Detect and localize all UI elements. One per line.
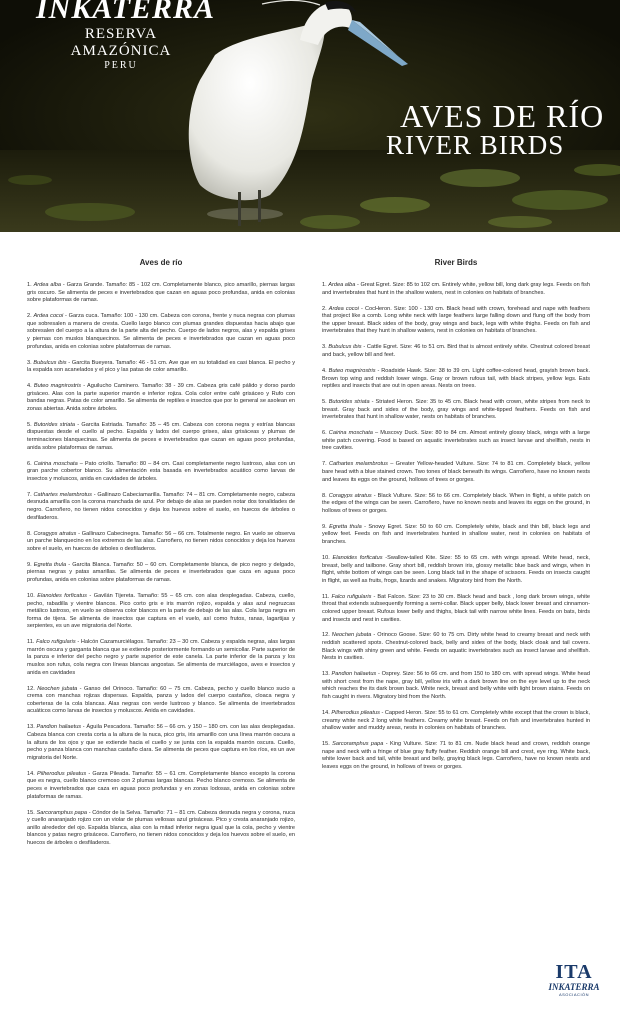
entry-number: 5. xyxy=(27,421,32,428)
entry-description: - Roadside Hawk. Size: 38 to 39 cm. Light coffee-colored head, grayish brown back. Brown top wing and reddish lower wings. Gray or brown rufous tail, with black stripes, yellow legs. Eats reptiles and insects that are out in open areas. Nests on trees. xyxy=(322,367,591,390)
entry-number: 2. xyxy=(322,305,327,312)
entry-description: - Garcita Estriada. Tamaño: 35 – 45 cm. Cabeza con corona negra y estrías blancas dispuestas desde el cuello al pecho. Espalda y lados del cuerpo grises, alas grisáceas y plumas de terminaciones blanquecinas. Se alimenta de peces e invertebrados que cazan en aguas poco profundas, anida sobre plataformas de ramas. xyxy=(27,421,295,451)
scientific-name: Buteo magnirostris xyxy=(328,367,376,374)
bird-entry xyxy=(27,492,295,522)
entry-number: 9. xyxy=(322,523,327,530)
entry-number: 10. xyxy=(322,554,330,561)
entry-description: - Gavilán Tijereta. Tamaño: 55 – 65 cm. con alas desplegadas. Cabeza, cuello, pecho, rabadilla y vientre blancos. Pico corto gris e iris marrón rojizo, espalda y alas azul negruzcas metálico lustroso, en vuelo se observa color blancos en la parte de debajo de las alas. Cola larga negra en forma de tijera. Se alimenta de insectos que captura en el vuelo, así como frutos, ranas, lagartijas y serpientes, es un ave migratoria del Norte. xyxy=(27,592,295,630)
spanish-entries xyxy=(27,282,295,848)
entry-number: 12. xyxy=(27,685,35,692)
entry-number: 12. xyxy=(322,632,330,639)
entry-description: - Halcón Cazamurciélagos. Tamaño: 23 – 30 cm. Cabeza y espalda negras, alas largas marrón oscura y garganta blanca que se extiende posteriormente formando un semicollar. Parte superior de la panza e inferior del pecho negro y parte superior de este canela. La parte inferior de la panza y los muslos son rufus, cola negra con líneas blancas angostas. Se alimenta de murciélagos, aves e insectos y anida en cavidades xyxy=(27,639,295,676)
bird-entry xyxy=(322,430,590,453)
bird-entry xyxy=(322,710,590,733)
entry-description: - Garza Grande. Tamaño: 85 - 102 cm. Completamente blanco, pico amarillo, piernas largas gris oscuro. Se alimenta de peces e invertebrados que cazan en aguas poco profundas, anida en colonias sobre plataformas de ramas. xyxy=(27,282,295,304)
bird-entry xyxy=(27,810,295,848)
english-column xyxy=(322,258,590,780)
ita-logo-top: ITA xyxy=(555,961,593,983)
entry-description: - Garza Pileada. Tamaño: 55 – 61 cm. Completamente blanco excepto la corona que es negra, cuello blanco cremoso con 2 plumas largas blancas. Pecho blanco cremoso. Se alimenta de peces e invertebrados que caza en aguas poco profundas y en zonas lodosas, anida en colonias sobre plataformas de ramas. xyxy=(27,770,295,800)
entry-description: - Gallinazo Cabeciamarilla. Tamaño: 74 – 81 cm. Completamente negro, cabeza desnuda amarilla con la corona manchada de azul. Por debajo de alas se pueden notar dos tonalidades de negro. Carroñero, no tienen nidos conocidos y deja los huevos sobre el suelo, en huecos de árboles o desfiladeros. xyxy=(27,491,295,521)
bird-entry xyxy=(322,306,590,336)
hero-photo xyxy=(0,0,620,232)
scientific-name: Pandion haliaetus xyxy=(331,671,377,678)
bird-entry xyxy=(27,282,295,305)
bird-entry xyxy=(322,493,590,516)
scientific-name: Ardea alba xyxy=(328,282,356,288)
bird-entry xyxy=(27,360,295,375)
entry-number: 8. xyxy=(322,492,327,499)
entry-number: 13. xyxy=(322,671,330,678)
entry-description: - Snowy Egret. Size: 50 to 60 cm. Completely white, black and thin bill, black legs and yellow feet. Feeds on fish and invertebrates hunted in shallow water, nest in colonies on habitats of branches. xyxy=(322,523,590,545)
scientific-name: Egretta thula xyxy=(329,523,362,530)
scientific-name: Elanoides forficatus xyxy=(332,554,383,561)
reserve-name: RESERVA AMAZÓNICA xyxy=(70,26,172,59)
scientific-name: Sarcoramphus papa xyxy=(332,741,384,748)
scientific-name: Bubulcus ibis xyxy=(328,344,362,351)
scientific-name: Coragyps atratus xyxy=(33,530,77,537)
scientific-name: Pilherodius pileatus xyxy=(36,770,87,777)
entry-number: 3. xyxy=(322,344,327,351)
entry-description: - Black Vulture. Size: 56 to 66 cm. Completely black. When in flight, a white patch on the edges of the wings can be seen. Carroñero, have no known nests and leaves its eggs on the ground, in hollows of trees or gorges. xyxy=(322,492,590,514)
entry-description: - Cattle Egret. Size: 46 to 51 cm. Bird that is almost entirely white. Chestnut colored breast and back, yellow bill and feet. xyxy=(322,344,590,358)
bird-entry xyxy=(322,368,590,391)
country-name: PERU xyxy=(104,60,138,71)
bird-entry xyxy=(322,632,590,662)
bird-entry xyxy=(322,671,590,701)
bird-entry xyxy=(27,531,295,554)
english-entries xyxy=(322,282,590,772)
entry-number: 7. xyxy=(27,491,32,498)
bird-entry xyxy=(27,724,295,762)
bird-entry xyxy=(27,771,295,801)
entry-number: 7. xyxy=(322,461,327,468)
bird-entry xyxy=(27,422,295,452)
scientific-name: Neochen jubata xyxy=(331,632,372,639)
ita-logo-mid: INKATERRA xyxy=(548,982,600,992)
scientific-name: Falco rufigularis xyxy=(331,593,372,600)
scientific-name: Egretta thula xyxy=(33,561,67,568)
entry-description: - King Vulture. Size: 71 to 81 cm. Nude black head and crown, reddish orange nape and neck with a fringe of blue gray fluffy feather. Reddish orange bill and crest, eye ring. White back, white lower back and tail, white breast and belly, graying black legs. Carroñero, have no known nests and leaves eggs on the ground, in hollows of trees or gorges. xyxy=(322,741,590,770)
entry-description: - Gallinazo Cabecinegra. Tamaño: 56 – 66 cm. Totalmente negro. En vuelo se observa un parche blanquecino en los extremos de las alas. Carroñero, no tienen nidos conocidos y deja los huevos sobre el suelo, en huecos de árboles o desfiladeros. xyxy=(27,530,295,552)
scientific-name: Cairina moschata xyxy=(33,460,78,467)
spanish-column xyxy=(27,258,295,856)
entry-description: - Cóndor de la Selva. Tamaño: 71 – 81 cm. Cabeza desnuda negra y corona, nuca y cuello anaranjado rojizo con un violar de plumas vellosas azul grisáceas. Pico y cresta anaranjado rojizo, anillo alrededor del ojo. Espalda blanca, alas con la mitad inferior negra igual que la cola, pecho y vientre blancos y patas negro grisáceos. Carroñero, no tienen nidos conocidos y deja los huevos sobre el suelo, en huecos de árboles o desfiladeros. xyxy=(27,809,295,846)
bird-entry xyxy=(27,639,295,677)
entry-description: - Osprey. Size: 56 to 66 cm. and from 150 to 180 cm. with spread wings. White head with short crest from the nape, gray bill, yellow iris with a dark brown line on the eye level up to the neck which reaches the its dark brown back. White neck, breast and belly white with light brown stains. Feeds on fish caught in rivers. Migratory bird from the North. xyxy=(322,671,590,701)
bird-entry xyxy=(322,282,590,297)
entry-number: 6. xyxy=(322,430,327,437)
entry-description: – Pato criollo. Tamaño: 80 – 84 cm. Casi completamente negro lustroso, alas con un gran parche cobertor blanco. Su alimentación esta basada en invertebrados acuático como larvas de insectos y moluscos, anida en cavidades de árboles. xyxy=(27,460,295,482)
title-spanish: AVES DE RÍO xyxy=(400,98,605,134)
scientific-name: Ardea cocoi xyxy=(33,313,64,320)
bird-entry xyxy=(322,524,590,547)
entry-number: 14. xyxy=(27,770,35,777)
scientific-name: Bubulcus ibis xyxy=(33,359,67,366)
scientific-name: Cairina moschata xyxy=(328,430,373,437)
entry-number: 3. xyxy=(27,359,32,366)
entry-number: 1. xyxy=(27,282,32,288)
scientific-name: Pandion haliaetus xyxy=(36,724,82,731)
entry-number: 5. xyxy=(322,399,327,406)
inkaterra-brand xyxy=(36,0,216,72)
scientific-name: Sarcoramphus papa xyxy=(36,809,87,816)
title-english: RIVER BIRDS xyxy=(386,130,565,160)
entry-number: 14. xyxy=(322,710,330,717)
bird-entry xyxy=(27,461,295,484)
entry-description: - Garza cuca. Tamaño: 100 - 130 cm. Cabeza con corona, frente y nuca negras con plumas que sobresalen a manera de cresta. Cuello largo blanco con plumas grandes dispuestas hacia abajo que sobresalen del cuerpo a la altura de la parte alta del pecho. Cuerpo de lados negros, alas y espalda grises y piernas con muslos blanquecinos. Se alimenta de peces e invertebrados que cazan en aguas poco profundas, anida en colonias sobre plataformas de ramas. xyxy=(27,313,296,350)
scientific-name: Buteo magnirostris xyxy=(33,383,82,390)
bird-entry xyxy=(322,399,590,422)
entry-description: – Muscovy Duck. Size: 80 to 84 cm. Almost entirely glossy black, wings with a large white patch covering. Food is based on aquatic invertebrates such as insect larvae and shellfish, nests in tree cavities. xyxy=(322,430,590,452)
entry-number: 11. xyxy=(322,593,330,600)
scientific-name: Butorides striata xyxy=(328,399,370,406)
entry-description: - Águila Pescadora. Tamaño: 56 – 66 cm. y 150 – 180 cm. con las alas desplegadas. Cabeza blanca con cresta corta a la altura de la nuca, pico gris, iris amarillo con una línea marrón oscura a la altura de los ojos y que se extiende hacia el cuello y se junta con la espalda marrón oscura. Cuello, pecho y panza blanca con manchas castaño clara. Se alimenta de peces que captura en los ríos, es un ave migratoria del Norte. xyxy=(27,724,295,761)
english-column-title: River Birds xyxy=(434,258,478,267)
bird-entry xyxy=(27,313,295,351)
bird-entry xyxy=(322,594,590,624)
entry-number: 9. xyxy=(27,561,32,568)
entry-number: 11. xyxy=(27,639,35,646)
entry-description: - Orinoco Goose. Size: 60 to 75 cm. Dirty white head to creamy breast and neck with reddish scattered spots. Chestnut-colored back, belly and sides of the body, black cloak and tail covers. Black wings with shiny green and white. Feeds on aquatic invertebrates such as insect larvae and shellfish. Nests in cavities. xyxy=(322,632,591,662)
scientific-name: Falco rufigularis xyxy=(36,639,76,646)
entry-description: - Bat Falcon. Size: 23 to 30 cm. Black head and back , long dark brown wings, white throat that extends subsequently forming a semi-collar. Black upper belly, black lower breast and cinnamon-colored upper breast. Rufous lower belly and thighs, black tail with narrow white lines. Feeds on bats, birds and insects and nest in cavities. xyxy=(322,593,590,623)
entry-description: - Striated Heron. Size: 35 to 45 cm. Black head with crown, white stripes from neck to breast. Gray back and sides of the body, gray wings and white-tipped feathers. Feeds on fish and invertebrates that hunt in shallow water, nests on habitats of branches. xyxy=(322,399,591,421)
bird-entry xyxy=(322,461,590,484)
entry-number: 4. xyxy=(27,383,32,390)
ita-logo-bottom: ASOCIACIÓN xyxy=(558,992,590,997)
bird-entry xyxy=(322,344,590,359)
bird-entry xyxy=(322,555,590,585)
entry-number: 4. xyxy=(322,367,327,374)
bird-entry xyxy=(27,686,295,716)
entry-number: 2. xyxy=(27,313,32,320)
entry-description: - Aguilucho Caminero. Tamaño: 38 - 39 cm. Cabeza gris café pálido y dorso pardo grisáceo. Alas con la parte superior marrón e inferior rojiza. Cola color entre café grisáceo y Rufo con bandas negras. Patas de color amarillo. Se alimenta de reptiles e insectos que por lo general se asolean en zonas abiertas. Anida sobre árboles. xyxy=(27,383,295,412)
entry-description: - Ganso del Orinoco. Tamaño: 60 – 75 cm. Cabeza, pecho y cuello blanco sucio a crema con manchas rojizas dispersas. Espalda, panza y lados del cuerpo castaños, cloaca negra y coberteras de la cola blancas. Alas negras con verde lustroso y blanco. Se alimenta de invertebrados acuáticos como larvas de insectos y moluscos. Anida en cavidades. xyxy=(27,685,296,715)
scientific-name: Elanoides forficatus xyxy=(37,592,87,599)
scientific-name: Butorides striata xyxy=(33,421,76,428)
bird-entry xyxy=(27,383,295,413)
entry-number: 10. xyxy=(27,592,35,599)
entry-description: - Garcita Blanca. Tamaño: 50 – 60 cm. Completamente blanca, de pico negro y delgado, piernas negras y patas amarillas. Se alimenta de peces e invertebrados que caza en aguas poco profundas, anida en colonias sobre plataformas de ramas. xyxy=(27,561,295,583)
entry-description: – Greater Yellow-headed Vulture. Size: 74 to 81 cm. Completely black, yellow bare head with a blue stained crown. Two tones of black beneath its wings. Carroñero, have no known nests and leaves its eggs on the ground, hollows of trees or gorges. xyxy=(322,461,590,483)
scientific-name: Cathartes melambrotus xyxy=(33,491,92,498)
bird-entry xyxy=(322,741,590,771)
entry-description: - Garcita Bueyera. Tamaño: 46 - 51 cm. Ave que en su totalidad es casi blanca. El pecho y la espalda son acanelados y el pico y las patas de color amarillo. xyxy=(27,359,295,374)
scientific-name: Cathartes melambrotus xyxy=(329,461,388,468)
ita-logo xyxy=(544,962,604,998)
entry-description: -Swallow-tailed Kite. Size: 55 to 65 cm. with wings spread. White head, neck, breast, belly and tailbone. Gray short bill, reddish brown iris, glossy metallic blue back and wings, when in flight, white bottom of wings can be seen. Long black tail in the shape of scissors. Feeds on insects caught in flight, as well as fruits, frogs, lizards and snakes. Migratory bird from the North. xyxy=(322,554,590,584)
entry-number: 15. xyxy=(322,741,330,748)
bird-entry xyxy=(27,593,295,631)
entry-number: 1. xyxy=(322,282,327,288)
scientific-name: Ardea cocoi xyxy=(328,305,359,312)
entry-number: 8. xyxy=(27,530,32,537)
bird-entry xyxy=(27,562,295,585)
scientific-name: Pilherodius pileatus xyxy=(331,710,380,717)
entry-number: 13. xyxy=(27,724,35,731)
entry-description: - CocHeron. Size: 100 - 130 cm. Black head with crown, forehead and nape with feathers that project like a comb. Long white neck with large feathers large falling down and flung off the body from the upper breast. Black sides of the body, gray wings and back, legs with white thighs. Feeds on fish and invertebrates that they hunt in shallow waters, nest in colonies on habitats of branches. xyxy=(322,305,590,335)
inkaterra-logo: INKATERRA xyxy=(36,0,216,25)
entry-number: 15. xyxy=(27,809,35,816)
scientific-name: Coragyps atratus xyxy=(328,492,372,499)
scientific-name: Neochen jubata xyxy=(37,685,78,692)
entry-description: - Capped Heron. Size: 55 to 61 cm. Completely white except that the crown is black, creamy white neck 2 long white feathers. Creamy white breast. Feeds on fish and invertebrates hunted in shallow water and muddy areas, nests in colonies on habitats of branches. xyxy=(322,710,590,732)
entry-number: 6. xyxy=(27,460,32,467)
scientific-name: Ardea alba xyxy=(33,282,61,288)
spanish-column-title: Aves de río xyxy=(139,258,183,267)
entry-description: - Great Egret. Size: 85 to 102 cm. Entirely white, yellow bill, long dark gray legs. Feeds on fish and invertebrates that hunt in the shallow waters, nest in colonies on habitats of branches. xyxy=(322,282,590,296)
